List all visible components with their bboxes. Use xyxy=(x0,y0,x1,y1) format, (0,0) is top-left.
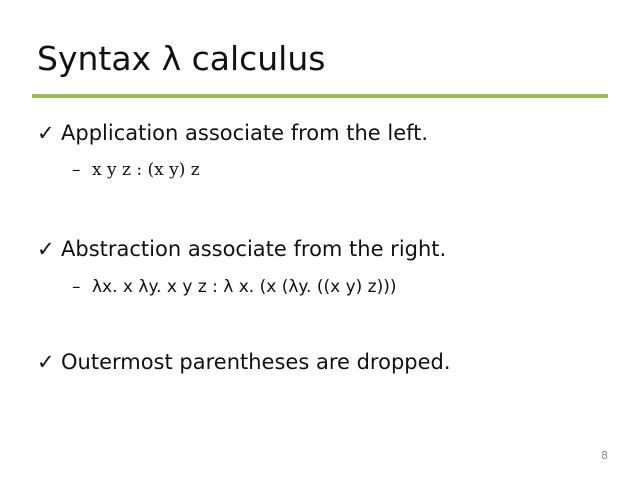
check-icon: ✓ xyxy=(37,237,55,261)
bullet-application xyxy=(37,119,428,147)
bullet-parentheses xyxy=(37,348,451,376)
sub-bullet-text: x y z : (x y) z xyxy=(92,160,200,180)
slide-title: Syntax λ calculus xyxy=(37,39,326,78)
dash-marker: – xyxy=(72,277,81,297)
sub-bullet-abstraction xyxy=(72,275,397,299)
dash-marker: – xyxy=(72,160,81,180)
title-underline xyxy=(32,94,608,98)
check-icon: ✓ xyxy=(37,121,55,145)
check-icon: ✓ xyxy=(37,350,55,374)
bullet-text: Abstraction associate from the right. xyxy=(61,237,447,261)
page-number: 8 xyxy=(601,449,608,462)
sub-bullet-application xyxy=(72,158,200,182)
bullet-abstraction xyxy=(37,235,446,263)
sub-bullet-text: λx. x λy. x y z : λ x. (x (λy. ((x y) z))) xyxy=(92,277,397,297)
bullet-text: Outermost parentheses are dropped. xyxy=(61,350,451,374)
bullet-text: Application associate from the left. xyxy=(61,121,429,145)
